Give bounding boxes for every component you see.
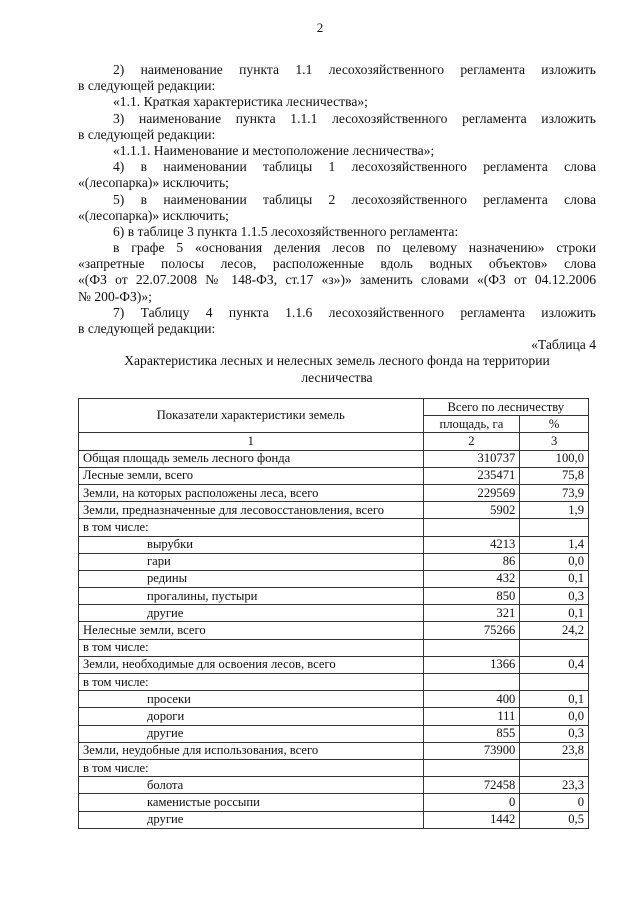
text-line: № 200-ФЗ)»; (78, 288, 152, 304)
text-line: 3) наименование пункта 1.1.1 лесохозяйственного регламента изложить (113, 110, 596, 126)
cell-percent: 0,1 (520, 605, 589, 622)
cell-area: 321 (423, 605, 520, 622)
text-line: в следующей редакции: (78, 126, 216, 142)
table-row (79, 519, 589, 536)
cell-label: вырубки (79, 536, 424, 553)
cell-label: просеки (79, 691, 424, 708)
cell-percent: 0,3 (520, 725, 589, 742)
header-indicator: Показатели характеристики земель (79, 399, 424, 433)
text-line: 5) в наименовании таблицы 2 лесохозяйственного регламента слова (113, 191, 596, 207)
cell-label: в том числе: (79, 759, 424, 776)
table-header-row (79, 399, 589, 416)
cell-label: гари (79, 553, 424, 570)
cell-percent: 0,1 (520, 691, 589, 708)
table-row (79, 759, 589, 776)
cell-label: Земли, на которых расположены леса, всего (79, 484, 424, 501)
cell-label: в том числе: (79, 519, 424, 536)
text-line: 7) Таблицу 4 пункта 1.1.6 лесохозяйственного регламента изложить (113, 304, 596, 320)
table-title-line1: Характеристика лесных и нелесных земель лесного фонда на территории (124, 353, 550, 369)
text-line: 6) в таблице 3 пункта 1.1.5 лесохозяйственного регламента: (113, 223, 459, 239)
cell-label: другие (79, 811, 424, 828)
text-line: 4) в наименовании таблицы 1 лесохозяйственного регламента слова (113, 159, 596, 175)
col-number: 3 (520, 433, 589, 450)
cell-area: 111 (423, 708, 520, 725)
cell-label: другие (79, 725, 424, 742)
cell-area (423, 759, 520, 776)
cell-area: 850 (423, 588, 520, 605)
cell-area: 235471 (423, 467, 520, 484)
table-label: «Таблица 4 (531, 337, 596, 353)
cell-percent: 23,8 (520, 742, 589, 759)
cell-area: 75266 (423, 622, 520, 639)
cell-area: 229569 (423, 484, 520, 501)
col-number: 1 (79, 433, 424, 450)
cell-area: 5902 (423, 502, 520, 519)
text-line: в следующей редакции: (78, 321, 216, 336)
cell-percent: 23,3 (520, 777, 589, 794)
cell-label: Нелесные земли, всего (79, 622, 424, 639)
table-row (79, 811, 589, 828)
document-body (78, 62, 596, 386)
cell-percent: 100,0 (520, 450, 589, 467)
cell-area (423, 639, 520, 656)
header-total: Всего по лесничеству (423, 399, 588, 416)
cell-area (423, 674, 520, 691)
cell-percent: 0,0 (520, 553, 589, 570)
text-line: в графе 5 «основания деления лесов по целевому назначению» строки (113, 240, 596, 256)
cell-percent: 24,2 (520, 622, 589, 639)
cell-area: 4213 (423, 536, 520, 553)
cell-area: 400 (423, 691, 520, 708)
cell-percent: 0 (520, 794, 589, 811)
cell-label: прогалины, пустыри (79, 588, 424, 605)
table-row (79, 691, 589, 708)
table-row (79, 605, 589, 622)
cell-label: болота (79, 777, 424, 794)
paragraph-lines (78, 62, 596, 337)
cell-percent: 0,5 (520, 811, 589, 828)
table-row (79, 777, 589, 794)
text-line: «1.1. Краткая характеристика лесничества»; (113, 94, 368, 110)
cell-label: редины (79, 570, 424, 587)
cell-area: 86 (423, 553, 520, 570)
text-line: «запретные полосы лесов, расположенные вдоль водных объектов» слова (78, 256, 596, 272)
text-line: «(ФЗ от 22.07.2008 № 148-ФЗ, ст.17 «з»)» заменить словами «(ФЗ от 04.12.2006 (78, 272, 596, 288)
page-number: 2 (316, 20, 324, 35)
cell-percent: 73,9 (520, 484, 589, 501)
cell-percent (520, 639, 589, 656)
cell-percent: 1,9 (520, 502, 589, 519)
cell-label: Общая площадь земель лесного фонда (79, 450, 424, 467)
cell-percent: 0,4 (520, 656, 589, 673)
table-row (79, 502, 589, 519)
cell-area (423, 519, 520, 536)
table-row (79, 622, 589, 639)
text-line: «1.1.1. Наименование и местоположение лесничества»; (113, 142, 435, 158)
cell-area: 310737 (423, 450, 520, 467)
table-row (79, 725, 589, 742)
cell-percent (520, 759, 589, 776)
cell-label: Земли, необходимые для освоения лесов, всего (79, 656, 424, 673)
cell-percent: 0,3 (520, 588, 589, 605)
cell-label: каменистые россыпи (79, 794, 424, 811)
table-row (79, 467, 589, 484)
col-number: 2 (423, 433, 520, 450)
table-row (79, 570, 589, 587)
table-row (79, 484, 589, 501)
cell-label: дороги (79, 708, 424, 725)
cell-percent: 0,1 (520, 570, 589, 587)
table-row (79, 742, 589, 759)
text-line: в следующей редакции: (78, 78, 216, 94)
table-row (79, 794, 589, 811)
cell-area: 1442 (423, 811, 520, 828)
text-line: «(лесопарка)» исключить; (78, 175, 229, 191)
cell-percent (520, 674, 589, 691)
cell-area: 0 (423, 794, 520, 811)
cell-percent: 0,0 (520, 708, 589, 725)
column-number-row (79, 433, 589, 450)
cell-label: в том числе: (79, 674, 424, 691)
table-row (79, 674, 589, 691)
cell-percent: 1,4 (520, 536, 589, 553)
cell-label: Лесные земли, всего (79, 467, 424, 484)
table-row (79, 639, 589, 656)
text-line: «(лесопарка)» исключить; (78, 207, 229, 223)
table-row (79, 588, 589, 605)
table-row (79, 450, 589, 467)
cell-percent: 75,8 (520, 467, 589, 484)
cell-label: Земли, неудобные для использования, всего (79, 742, 424, 759)
cell-area: 73900 (423, 742, 520, 759)
cell-area: 72458 (423, 777, 520, 794)
cell-percent (520, 519, 589, 536)
cell-label: в том числе: (79, 639, 424, 656)
cell-label: другие (79, 605, 424, 622)
table-row (79, 536, 589, 553)
table-row (79, 553, 589, 570)
table-row (79, 656, 589, 673)
cell-area: 1366 (423, 656, 520, 673)
table-row (79, 708, 589, 725)
cell-area: 432 (423, 570, 520, 587)
land-characteristics-table (78, 398, 589, 829)
cell-label: Земли, предназначенные для лесовосстановления, всего (79, 502, 424, 519)
table-title-line2: лесничества (301, 369, 373, 385)
text-line: 2) наименование пункта 1.1 лесохозяйственного регламента изложить (113, 62, 596, 77)
header-percent: % (520, 416, 589, 433)
header-area: площадь, га (423, 416, 520, 433)
cell-area: 855 (423, 725, 520, 742)
